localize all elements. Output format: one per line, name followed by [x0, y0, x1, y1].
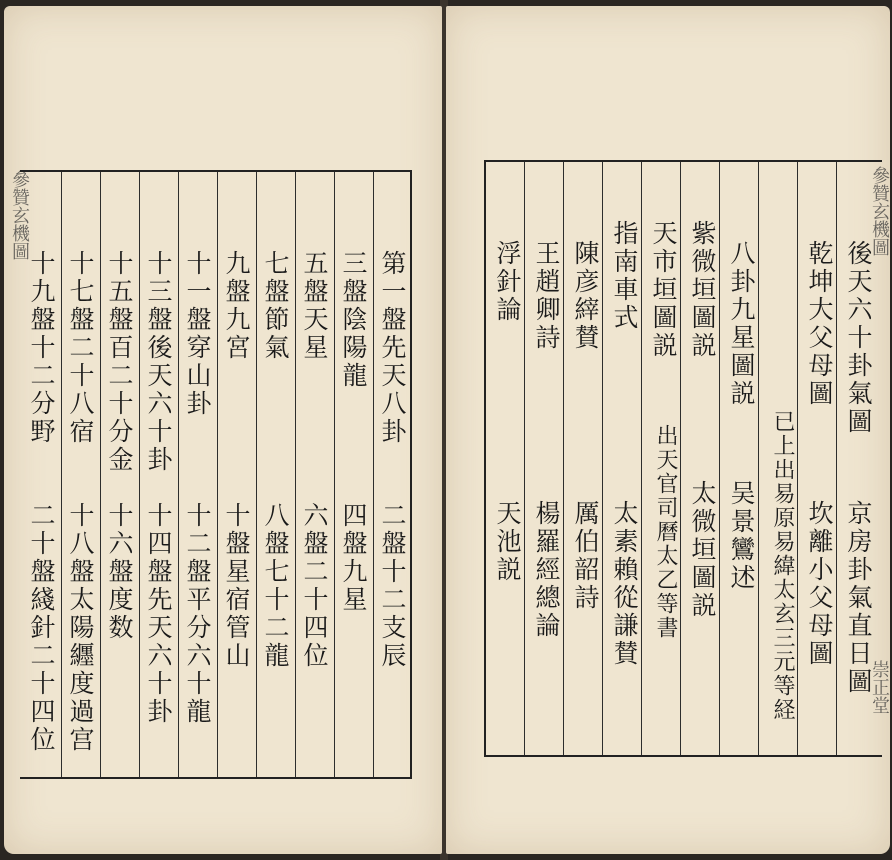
left-col-6-bottom: 十二盤平分六十龍 — [183, 502, 212, 726]
left-col-5-bottom: 十盤星宿管山 — [222, 502, 251, 670]
left-col-8-top: 十五盤百二十分金 — [105, 250, 134, 474]
right-col-7-bottom: 太素賴從謙賛 — [610, 500, 639, 668]
right-col-5-bottom: 太微垣圖説 — [688, 480, 717, 620]
left-col-3-bottom: 六盤二十四位 — [300, 502, 329, 670]
left-col-3-top: 五盤天星 — [300, 250, 329, 362]
right-edge-bottom: 崇正堂 — [869, 660, 890, 714]
left-col-9-bottom: 十八盤太陽纒度過宫 — [66, 502, 95, 754]
left-col-10-top: 十九盤十二分野 — [27, 250, 56, 446]
right-col-10-top: 浮針論 — [493, 240, 522, 324]
right-col-9-top: 王趙卿詩 — [532, 240, 561, 352]
right-col-6-top: 天市垣圖説 — [649, 220, 678, 360]
right-col-1-top: 後天六十卦氣圖 — [844, 240, 873, 436]
left-col-7-top: 十三盤後天六十卦 — [144, 250, 173, 474]
right-col-8-bottom: 厲伯韶詩 — [571, 500, 600, 612]
right-text-frame — [484, 160, 882, 757]
left-text-frame — [20, 170, 412, 779]
left-col-10-bottom: 二十盤綫針二十四位 — [27, 502, 56, 754]
left-col-4-top: 七盤節氣 — [261, 250, 290, 362]
left-col-2-bottom: 四盤九星 — [339, 502, 368, 614]
left-col-8-bottom: 十六盤度数 — [105, 502, 134, 642]
left-col-9-top: 十七盤二十八宿 — [66, 250, 95, 446]
right-col-2-bottom: 坎離小父母圖 — [805, 500, 834, 668]
right-col-1-bottom: 京房卦氣直日圖 — [844, 500, 873, 696]
left-col-2-top: 三盤陰陽龍 — [339, 250, 368, 390]
left-col-7-bottom: 十四盤先天六十卦 — [144, 502, 173, 726]
right-col-7-top: 指南車式 — [610, 220, 639, 332]
right-col-3-bottom: 已上出易原易緯太玄三元等経 — [770, 410, 795, 722]
right-col-4-top: 八卦九星圖説 — [727, 240, 756, 408]
right-col-8-top: 陳彦縡賛 — [571, 240, 600, 352]
right-col-9-bottom: 楊羅經總論 — [532, 500, 561, 640]
right-edge-title: 參贊玄機圖 — [869, 166, 890, 256]
right-col-4-bottom: 吴景鸞述 — [727, 480, 756, 592]
left-col-1-bottom: 二盤十二支辰 — [378, 502, 407, 670]
right-col-2-top: 乾坤大父母圖 — [805, 240, 834, 408]
left-col-1-top: 第一盤先天八卦 — [378, 250, 407, 446]
left-col-5-top: 九盤九宮 — [222, 250, 251, 362]
right-col-6-bottom: 出天官司曆太乙等書 — [653, 424, 678, 640]
left-col-4-bottom: 八盤七十二龍 — [261, 502, 290, 670]
right-col-10-bottom: 天池説 — [493, 500, 522, 584]
right-col-5-top: 紫微垣圖説 — [688, 220, 717, 360]
left-edge-title: 參贊玄機圖 — [9, 170, 30, 260]
left-col-6-top: 十一盤穿山卦 — [183, 250, 212, 418]
